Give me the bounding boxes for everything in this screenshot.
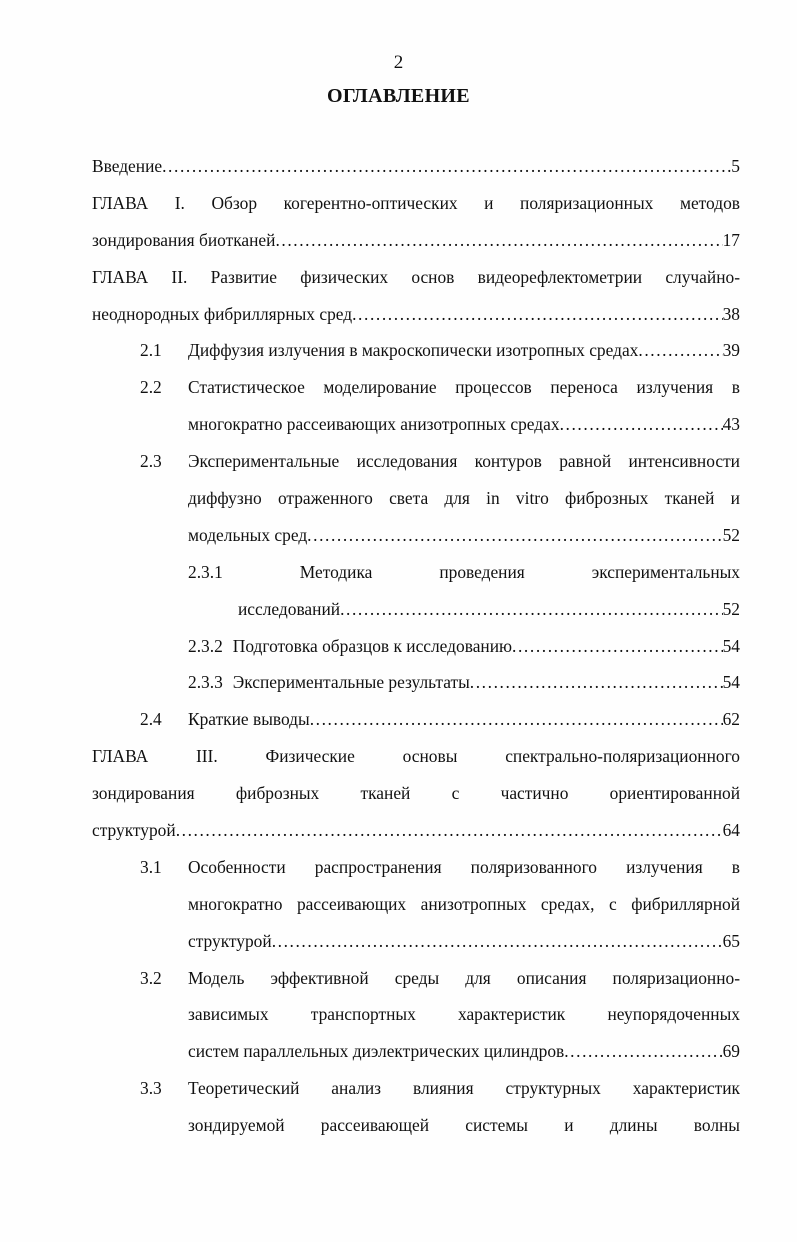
toc-entry-2-1[interactable] [92,332,740,369]
toc-entry-2-3-1[interactable] [92,554,740,591]
dot-leader [340,591,723,628]
dot-leader [470,664,723,701]
toc-entry-title: Экспериментальные результаты [232,672,470,693]
section-number: 3.2 [140,967,162,988]
toc-entry-2-2-cont[interactable] [92,406,740,443]
toc-entry-2-3-3[interactable] [92,664,740,701]
toc-entry-page: 52 [722,598,740,619]
toc-entry-title: зависимых транспортных характеристик неупорядоченных [188,1004,740,1025]
toc-entry-page: 39 [722,340,740,361]
toc-entry-chapter-3[interactable] [92,738,740,775]
toc-entry-page: 17 [722,229,740,250]
toc-entry-3-3[interactable] [92,1070,740,1107]
toc-entry-title: Введение [92,156,163,176]
toc-entry-3-1[interactable] [92,849,740,886]
section-number: 2.4 [140,709,162,730]
toc-entry-page: 54 [722,635,740,656]
section-number: 3.1 [140,856,162,877]
dot-leader [512,628,723,665]
toc-entry-chapter-2-cont[interactable] [92,296,740,333]
toc-entry-page: 69 [722,1041,740,1062]
toc-entry-page: 65 [722,930,740,951]
toc-entry-title: Экспериментальные исследования контуров равной интенсивности [188,451,740,472]
dot-leader [352,296,723,333]
toc-entry-3-2-cont-2[interactable] [92,1033,740,1070]
section-number: 3.3 [140,1078,162,1099]
section-number: 2.3 [140,451,162,472]
toc-entry-chapter-3-cont[interactable] [92,775,740,812]
dot-leader [176,812,723,849]
toc-entry-page: 52 [722,524,740,545]
toc-entry-chapter-3-cont-2[interactable] [92,812,740,849]
toc-entry-2-3-1-cont[interactable] [92,591,740,628]
toc-entry-title: зондирования фиброзных тканей с частично ориентированной [92,783,740,804]
section-number: 2.3.1 [188,561,223,582]
toc-entry-page: 64 [722,820,740,841]
toc-entry-intro[interactable] [92,148,740,185]
toc-entry-2-2[interactable] [92,369,740,406]
toc-entry-chapter-2[interactable] [92,259,740,296]
toc-entry-title: модельных сред [188,524,308,545]
dot-leader [272,923,723,960]
table-of-contents [92,148,740,1144]
toc-entry-title: Модель эффективной среды для описания поляризационно- [188,967,740,988]
toc-entry-title: Статистическое моделирование процессов переноса излучения в [188,377,740,398]
toc-entry-page: 5 [731,156,740,176]
toc-entry-page: 43 [722,414,740,435]
toc-entry-3-3-cont[interactable] [92,1107,740,1144]
toc-entry-title: ГЛАВА II. Развитие физических основ видеорефлектометрии случайно- [92,266,740,287]
toc-entry-2-3[interactable] [92,443,740,480]
toc-entry-2-4[interactable] [92,701,740,738]
toc-entry-3-1-cont[interactable] [92,886,740,923]
dot-leader [310,701,723,738]
dot-leader [162,148,731,185]
toc-entry-title: Методика проведения экспериментальных [299,561,740,582]
toc-entry-page: 62 [722,709,740,730]
toc-entry-title: многократно рассеивающих анизотропных средах, с фибриллярной [188,893,740,914]
toc-entry-title: зондируемой рассеивающей системы и длины волны [188,1115,740,1136]
dot-leader [275,222,722,259]
toc-entry-2-3-2[interactable] [92,628,740,665]
dot-leader [560,406,723,443]
toc-entry-2-3-cont[interactable] [92,480,740,517]
section-number: 2.1 [140,340,162,361]
toc-entry-2-3-cont-2[interactable] [92,517,740,554]
toc-entry-title: структурой [188,930,272,951]
toc-entry-title: ГЛАВА I. Обзор когерентно-оптических и поляризационных методов [92,192,740,213]
toc-entry-title: систем параллельных диэлектрических цилиндров [188,1041,565,1062]
toc-entry-page: 54 [722,672,740,693]
toc-heading: ОГЛАВЛЕНИЕ [327,85,470,107]
toc-entry-title: Диффузия излучения в макроскопически изотропных средах [188,340,639,361]
toc-entry-chapter-1-cont[interactable] [92,222,740,259]
dot-leader [564,1033,722,1070]
toc-entry-title: неоднородных фибриллярных сред [92,303,353,324]
toc-entry-title: Краткие выводы [188,709,310,730]
toc-entry-3-2-cont[interactable] [92,996,740,1033]
page-number: 2 [393,52,404,73]
toc-entry-title: Теоретический анализ влияния структурных характеристик [188,1078,740,1099]
dot-leader [638,332,722,369]
toc-entry-title: исследований [238,598,341,619]
toc-entry-title: Особенности распространения поляризованного излучения в [188,856,740,877]
dot-leader [307,517,722,554]
toc-entry-title: многократно рассеивающих анизотропных средах [188,414,560,435]
section-number: 2.2 [140,377,162,398]
toc-entry-chapter-1[interactable] [92,185,740,222]
toc-entry-title: диффузно отраженного света для in vitro фиброзных тканей и [188,488,740,509]
section-number: 2.3.2 [188,635,223,656]
toc-entry-title: Подготовка образцов к исследованию [232,635,513,656]
toc-entry-title: структурой [92,820,176,841]
toc-entry-3-1-cont-2[interactable] [92,923,740,960]
toc-entry-title: зондирования биотканей [92,229,276,250]
toc-entry-page: 38 [722,303,740,324]
section-number: 2.3.3 [188,672,223,693]
toc-entry-3-2[interactable] [92,960,740,997]
toc-entry-title: ГЛАВА III. Физические основы спектрально-поляризационного [92,746,740,767]
